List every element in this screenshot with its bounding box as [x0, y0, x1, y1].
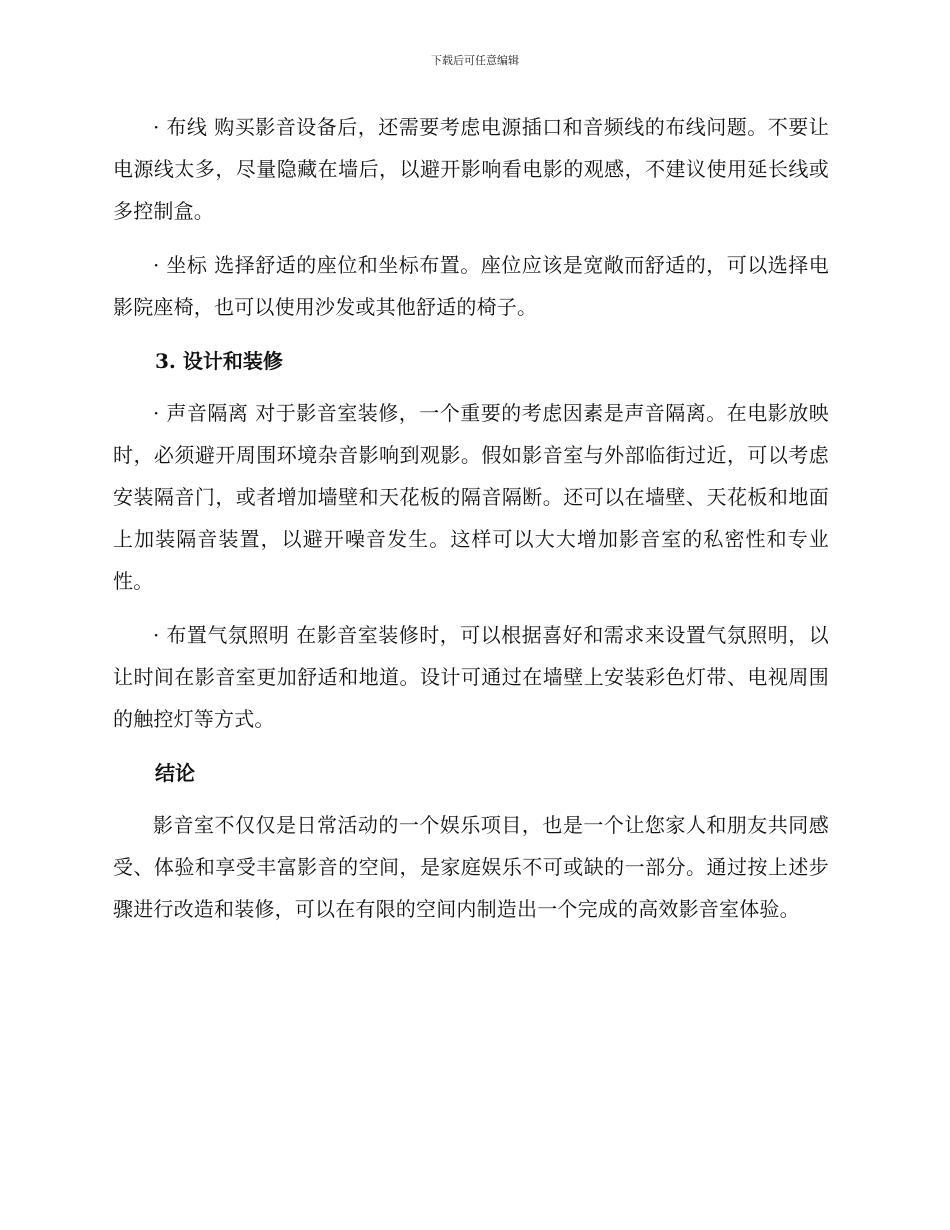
paragraph-sound-isolation: · 声音隔离 对于影音室装修，一个重要的考虑因素是声音隔离。在电影放映时，必须避开周围环境杂音影响到观影。假如影音室与外部临街过近，可以考虑安装隔音门，或者增加墙壁和天花板的隔音隔断。还可以在墙壁、天花板和地面上加装隔音装置，以避开噪音发生。这样可以大大增加影音室的私密性和专业性。: [113, 401, 829, 593]
page-header: 下载后可任意编辑: [431, 54, 519, 67]
paragraph-ambient-lighting: · 布置气氛照明 在影音室装修时，可以根据喜好和需求来设置气氛照明，以让时间在影音室更加舒适和地道。设计可通过在墙壁上安装彩色灯带、电视周围的触控灯等方式。: [113, 623, 829, 731]
section-heading-conclusion: 结论: [155, 761, 195, 785]
section-heading-design: 3. 设计和装修: [155, 349, 283, 373]
paragraph-seating: · 坐标 选择舒适的座位和坐标布置。座位应该是宽敞而舒适的，可以选择电影院座椅，也可以使用沙发或其他舒适的椅子。: [113, 253, 829, 319]
paragraph-wiring: · 布线 购买影音设备后，还需要考虑电源插口和音频线的布线问题。不要让电源线太多，尽量隐藏在墙后，以避开影响看电影的观感，不建议使用延长线或多控制盒。: [113, 115, 829, 223]
paragraph-conclusion: 影音室不仅仅是日常活动的一个娱乐项目，也是一个让您家人和朋友共同感受、体验和享受丰富影音的空间，是家庭娱乐不可或缺的一部分。通过按上述步骤进行改造和装修，可以在有限的空间内制造出一个完成的高效影音室体验。: [113, 813, 829, 921]
document-body: [113, 106, 829, 942]
